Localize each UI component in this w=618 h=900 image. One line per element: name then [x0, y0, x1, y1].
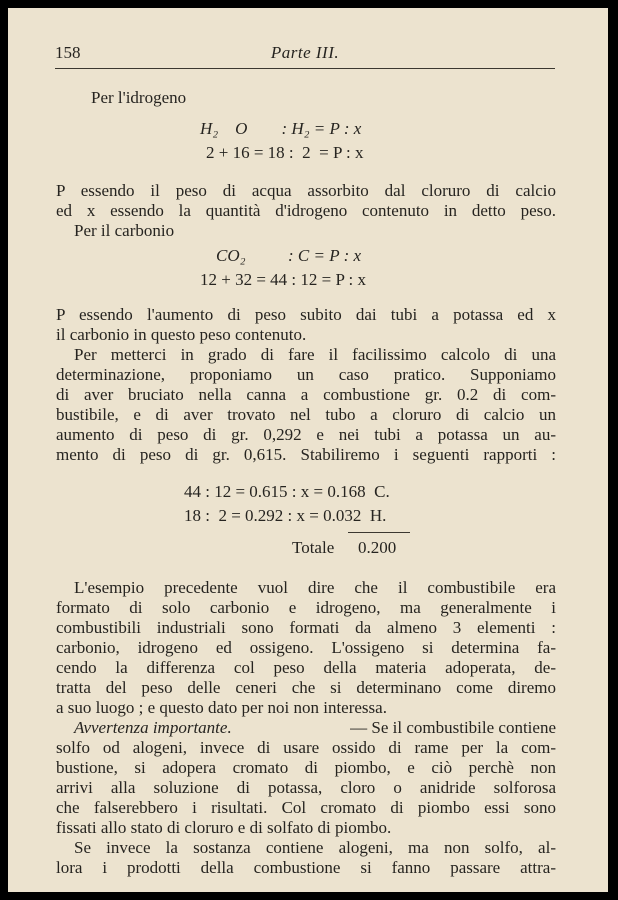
- paragraph-line: di aver bruciato nella canna a combustione gr. 0.2 di com-: [56, 385, 556, 404]
- hydrogen-formula: H₂ O : H₂ = P : x: [200, 119, 362, 138]
- paragraph-line: Per metterci in grado di fare il facilissimo calcolo di una: [74, 345, 556, 364]
- running-title: Parte III.: [270, 43, 340, 62]
- warning-first-line: [74, 718, 556, 738]
- carbon-intro: Per il carbonio: [74, 221, 175, 240]
- warning-line: che falserebbero i risultati. Col cromato di piombo essi sono: [56, 798, 556, 817]
- warning-line: fissati allo stato di cloruro e di solfato di piombo.: [56, 818, 392, 837]
- paragraph-line: a suo luogo ; e questo dato per noi non interessa.: [56, 698, 387, 717]
- carbon-formula: CO₂ : C = P : x: [216, 246, 362, 265]
- hydrogen-note-line: ed x essendo la quantità d'idrogeno contenuto in detto peso.: [56, 201, 556, 220]
- paragraph-line: carbonio, idrogeno ed ossigeno. L'ossigeno si determina fa-: [56, 638, 556, 657]
- warning-line: arrivi alla soluzione di potassa, cloro o anidride solforosa: [56, 778, 556, 797]
- paragraph-line: combustibili industriali sono formati da almeno 3 elementi :: [56, 618, 556, 637]
- warning-line: bustione, si adopera cromato di piombo, e ciò perchè non: [56, 758, 556, 777]
- hydrogen-note-line: P essendo il peso di acqua assorbito dal cloruro di calcio: [56, 181, 556, 200]
- hydrogen-intro: Per l'idrogeno: [91, 88, 187, 107]
- paragraph-line: L'esempio precedente vuol dire che il combustibile era: [74, 578, 556, 597]
- total-rule: [348, 532, 410, 533]
- paragraph-line: bustibile, e di aver trovato nel tubo a cloruro di calcio un: [56, 405, 556, 424]
- paragraph-line: Se invece la sostanza contiene alogeni, ma non solfo, al-: [74, 838, 556, 857]
- warning-line: — Se il combustibile contiene: [350, 718, 556, 737]
- paragraph-line: determinazione, proponiamo un caso pratico. Supponiamo: [56, 365, 556, 384]
- total-value: 0.200: [358, 538, 397, 557]
- page-number: 158: [55, 43, 81, 62]
- header-rule: [55, 68, 555, 69]
- warning-title: Avvertenza importante.: [74, 718, 232, 737]
- paragraph-line: cendo la differenza col peso della materia adoperata, de-: [56, 658, 556, 677]
- paragraph-line: mento di peso di gr. 0,615. Stabiliremo i seguenti rapporti :: [56, 445, 556, 464]
- hydrogen-equation: 2 + 16 = 18 : 2 = P : x: [206, 143, 364, 162]
- carbon-note-line: P essendo l'aumento di peso subito dai tubi a potassa ed x: [56, 305, 556, 324]
- carbon-note-line: il carbonio in questo peso contenuto.: [56, 325, 307, 344]
- total-label: Totale: [292, 538, 335, 557]
- paragraph-line: formato di solo carbonio e idrogeno, ma generalmente i: [56, 598, 556, 617]
- paragraph-line: lora i prodotti della combustione si fanno passare attra-: [56, 858, 556, 877]
- ratio-carbon: 44 : 12 = 0.615 : x = 0.168 C.: [184, 482, 390, 501]
- ratio-hydrogen: 18 : 2 = 0.292 : x = 0.032 H.: [184, 506, 387, 525]
- carbon-equation: 12 + 32 = 44 : 12 = P : x: [200, 270, 367, 289]
- paragraph-line: tratta del peso delle ceneri che si determinano come diremo: [56, 678, 556, 697]
- page-header: [55, 43, 555, 67]
- warning-line: solfo od alogeni, invece di usare ossido di rame per la com-: [56, 738, 556, 757]
- book-page: [8, 8, 608, 892]
- paragraph-line: aumento di peso di gr. 0,292 e nei tubi a potassa un au-: [56, 425, 556, 444]
